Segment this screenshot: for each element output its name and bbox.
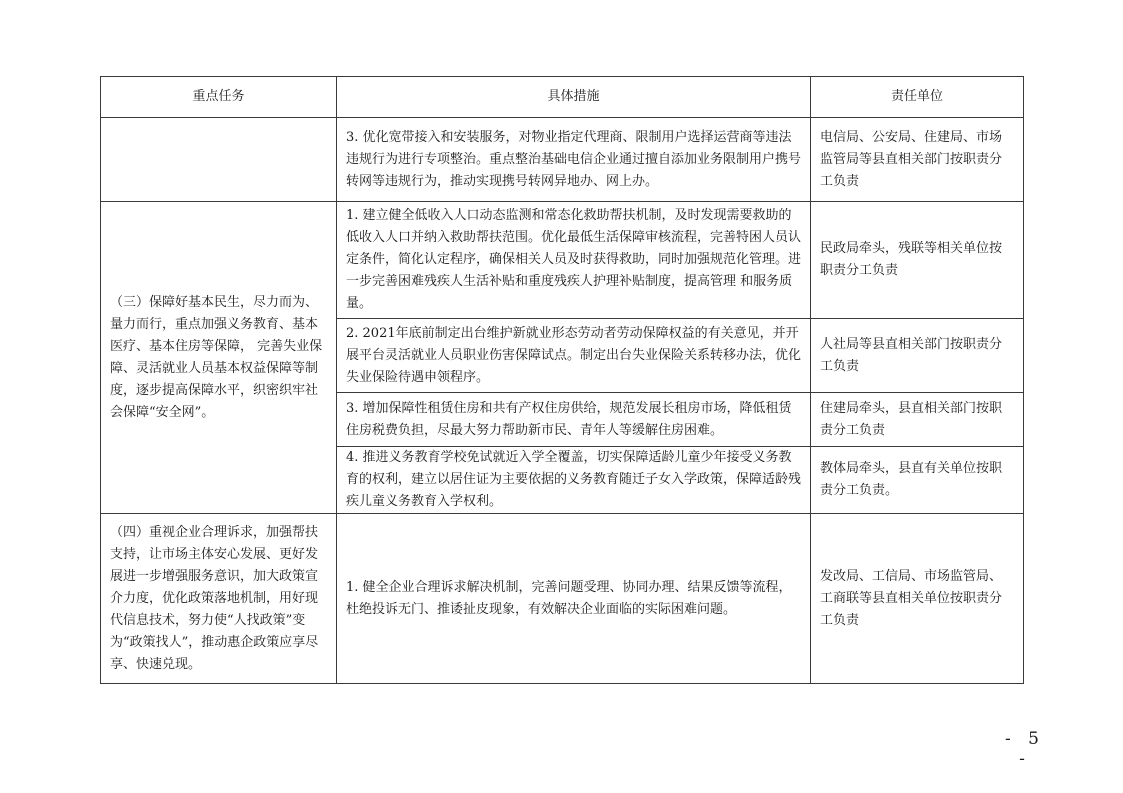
measure-cell: 1. 建立健全低收入人口动态监测和常态化救助帮扶机制，及时发现需要救助的低收入人口并纳入救助帮扶范围。优化最低生活保障审核流程，完善特困人员认定条件，简化认定程序，确保相关人员及时获得救助，同时加强规范化管理。进一步完善困难残疾人生活补贴和重度残疾人护理补贴制度，提高管理 和服务质量。 — [337, 202, 811, 319]
task-cell: （三）保障好基本民生，尽力而为、量力而行，重点加强义务教育、基本医疗、基本住房等保障， 完善失业保障、灵活就业人员基本权益保障等制度，逐步提高保障水平，织密织牢社会保障“安全网”。 — [101, 202, 337, 514]
measure-cell: 4. 推进义务教育学校免试就近入学全覆盖，切实保障适龄儿童少年接受义务教育的权利，建立以居住证为主要依据的义务教育随迁子女入学政策，保障适龄残疾儿童义务教育入学权利。 — [337, 447, 811, 514]
measure-cell: 2. 2021年底前制定出台维护新就业形态劳动者劳动保障权益的有关意见，并开展平台灵活就业人员职业伤害保障试点。制定出台失业保险关系转移办法，优化失业保险待遇申领程序。 — [337, 319, 811, 393]
responsibility-table — [100, 76, 1024, 684]
unit-cell: 电信局、公安局、住建局、市场监管局等县直相关部门按职责分工负责 — [811, 118, 1024, 202]
task-cell — [101, 118, 337, 202]
task-cell: （四）重视企业合理诉求，加强帮扶支持，让市场主体安心发展、更好发展进一步增强服务意识，加大政策宣介力度，优化政策落地机制，用好现代信息技术，努力使“人找政策”变为“政策找人”，推动惠企政策应享尽享、快速兑现。 — [101, 514, 337, 684]
header-measure: 具体措施 — [337, 77, 811, 118]
measure-cell: 1. 健全企业合理诉求解决机制，完善问题受理、协同办理、结果反馈等流程，杜绝投诉无门、推诿扯皮现象，有效解决企业面临的实际困难问题。 — [337, 514, 811, 684]
unit-cell: 住建局牵头，县直相关部门按职责分工负责 — [811, 393, 1024, 447]
measure-cell: 3. 增加保障性租赁住房和共有产权住房供给，规范发展长租房市场，降低租赁住房税费负担，尽最大努力帮助新市民、青年人等缓解住房困难。 — [337, 393, 811, 447]
unit-cell: 教体局牵头，县直有关单位按职责分工负责。 — [811, 447, 1024, 514]
unit-cell: 人社局等县直相关部门按职责分工负责 — [811, 319, 1024, 393]
table-row — [101, 202, 1024, 319]
table-row — [101, 514, 1024, 684]
header-task: 重点任务 — [101, 77, 337, 118]
unit-cell: 发改局、工信局、市场监管局、工商联等县直相关单位按职责分工负责 — [811, 514, 1024, 684]
header-unit: 责任单位 — [811, 77, 1024, 118]
unit-cell: 民政局牵头，残联等相关单位按职责分工负责 — [811, 202, 1024, 319]
measure-cell: 3. 优化宽带接入和安装服务，对物业指定代理商、限制用户选择运营商等违法违规行为进行专项整治。重点整治基础电信企业通过擅自添加业务限制用户携号转网等违规行为，推动实现携号转网异地办、网上办。 — [337, 118, 811, 202]
page-number: - 5 - — [1005, 729, 1045, 769]
table-row — [101, 118, 1024, 202]
table-header-row — [101, 77, 1024, 118]
